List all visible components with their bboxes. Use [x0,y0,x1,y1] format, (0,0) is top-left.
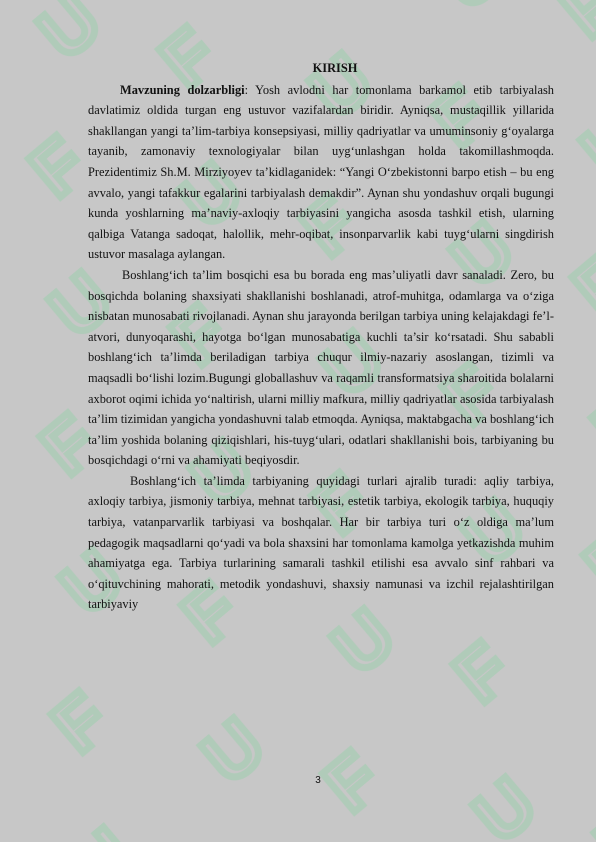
paragraph-lead: Mavzuning dolzarbligi [120,82,245,97]
page-number: 3 [315,775,321,786]
section-heading: KIRISH [312,61,358,75]
document-page [88,58,554,615]
paragraph-primary-education: Boshlang‘ich ta’lim bosqichi esa bu borada eng mas’uliyatli davr sanaladi. Zero, bu bosqichda bolaning shaxsiyati shakllanishi boshlanadi, atrof-muhitga, odamlarga va o‘ziga nisbatan munosabati rivojlanadi. Aynan shu jarayonda berilgan tarbiya uning kelajakdagi fe’l-atvori, dunyoqarashi, hayotga bo‘lgan munosabatiga kuchli ta’sir ko‘rsatadi. Shu sababli boshlang‘ich ta’limda beriladigan tarbiya chuqur ilmiy-nazariy asoslangan, tizimli va maqsadli bo‘lishi lozim.Bugungi globallashuv va raqamli transformatsiya sharoitida bolalarni axborot oqimi ichida yo‘naltirish, ularni milliy mafkura, milliy qadriyatlar asosida tarbiyalash ta’lim tizimidan yangicha yondashuvni talab etmoqda. Ayniqsa, maktabgacha va boshlang‘ich ta’lim yoshida bolaning qiziqishlari, his-tuyg‘ulari, odatlari shakllanishi bois, tarbiyaning bu bosqichdagi o‘rni va ahamiyati beqiyosdir. [88,267,554,468]
paragraph-relevance [88,80,554,265]
paragraph-education-types: Boshlang‘ich ta’limda tarbiyaning quyidagi turlari ajralib turadi: aqliy tarbiya, axloqiy tarbiya, jismoniy tarbiya, mehnat tarbiyasi, estetik tarbiya, ekologik tarbiya, huquqiy tarbiya, vatanparvarlik tarbiyasi va boshqalar. Har bir tarbiya turi o‘z oldiga ma’lum pedagogik maqsadlarni qo‘yadi va bola shaxsini har tomonlama kamolga yetkazishda muhim ahamiyatga ega. Tarbiya turlarining samarali tashkil etilishi esa avvalo sinf rahbari va o‘qituvchining mahorati, metodik yondashuvi, shaxsiy namunasi va izchil rejalashtirilgan tarbiyaviy [88,473,554,612]
paragraph-text: : Yosh avlodni har tomonlama barkamol etib tarbiyalash davlatimiz oldida turgan eng ustuvor vazifalardan biridir. Ayniqsa, mustaqillik yillarida shakllangan yangi ta’lim-tarbiya konsepsiyasi, milliy qadriyatlar va umuminsoniy g‘oyalarga tayanib, zamonaviy texnologiyalar bilan uyg‘unlashgan holda takomillashmoqda. Prezidentimiz Sh.M. Mirziyoyev ta’kidlaganidek: “Yangi O‘zbekistonni barpo etish – bu eng avvalo, yangi tafakkur egalarini tarbiyalash demakdir”. Aynan shu yondashuv orqali bugungi kunda yoshlarning ma’naviy-axloqiy tarbiyasini yangicha asosda tashkil etish, ularning qalbiga Vatanga sadoqat, halollik, mehr-oqibat, insonparvarlik kabi tuyg‘ularni singdirish ustuvor masalaga aylangan. [88,82,554,262]
